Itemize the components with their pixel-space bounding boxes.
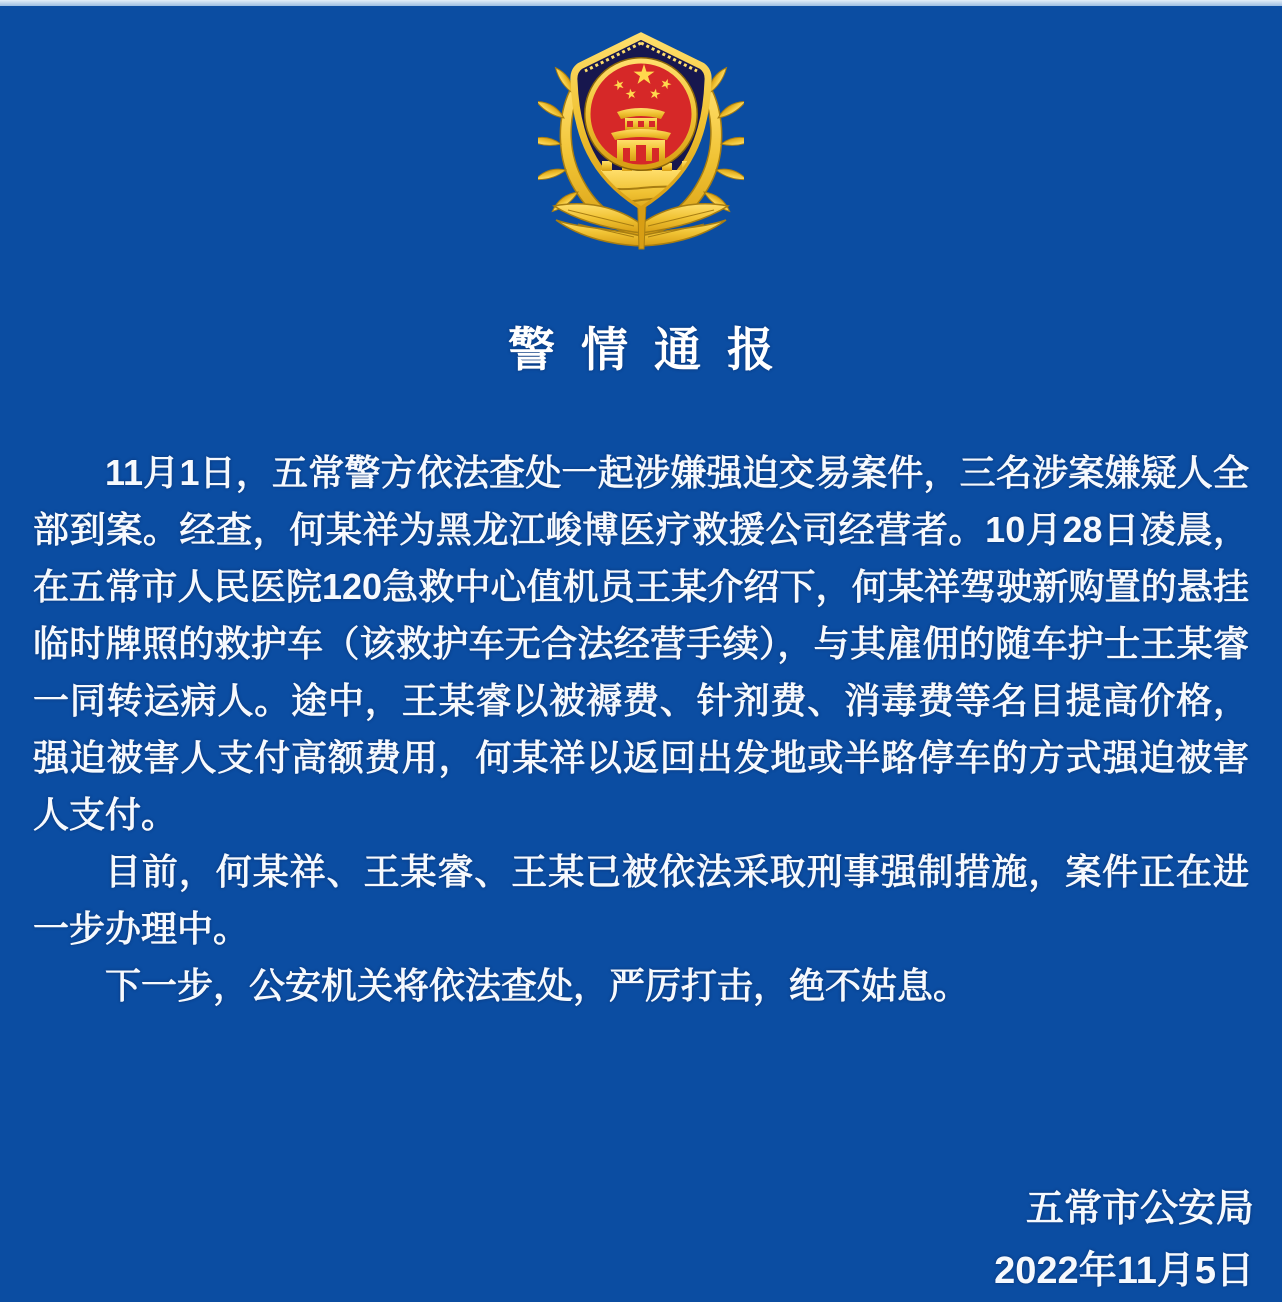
tiananmen-gate	[611, 108, 671, 161]
notice-title: 警情通报	[508, 323, 800, 376]
notice-body	[0, 444, 1282, 1014]
signature-agency: 五常市公安局	[1025, 1188, 1254, 1230]
police-badge-emblem	[538, 30, 744, 252]
notice-paragraph: 11月1日，五常警方依法查处一起涉嫌强迫交易案件，三名涉案嫌疑人全部到案。经查，何某祥为黑龙江峻博医疗救援公司经营者。10月28日凌晨，在五常市人民医院120急救中心值机员王某介绍下，何某祥驾驶新购置的悬挂临时牌照的救护车（该救护车无合法经营手续），与其雇佣的随车护士王某睿一同转运病人。途中，王某睿以被褥费、针剂费、消毒费等名目提高价格，强迫被害人支付高额费用，何某祥以返回出发地或半路停车的方式强迫被害人支付。	[33, 452, 1249, 835]
police-badge-icon	[538, 30, 744, 252]
signature-date: 2022年11月5日	[994, 1250, 1254, 1292]
notice-paragraph: 目前，何某祥、王某睿、王某已被依法采取刑事强制措施，案件正在进一步办理中。	[33, 851, 1249, 949]
top-edge-strip	[0, 0, 1282, 6]
notice-paragraph: 下一步，公安机关将依法查处，严厉打击，绝不姑息。	[105, 965, 970, 1006]
signature-block	[0, 1178, 1282, 1302]
